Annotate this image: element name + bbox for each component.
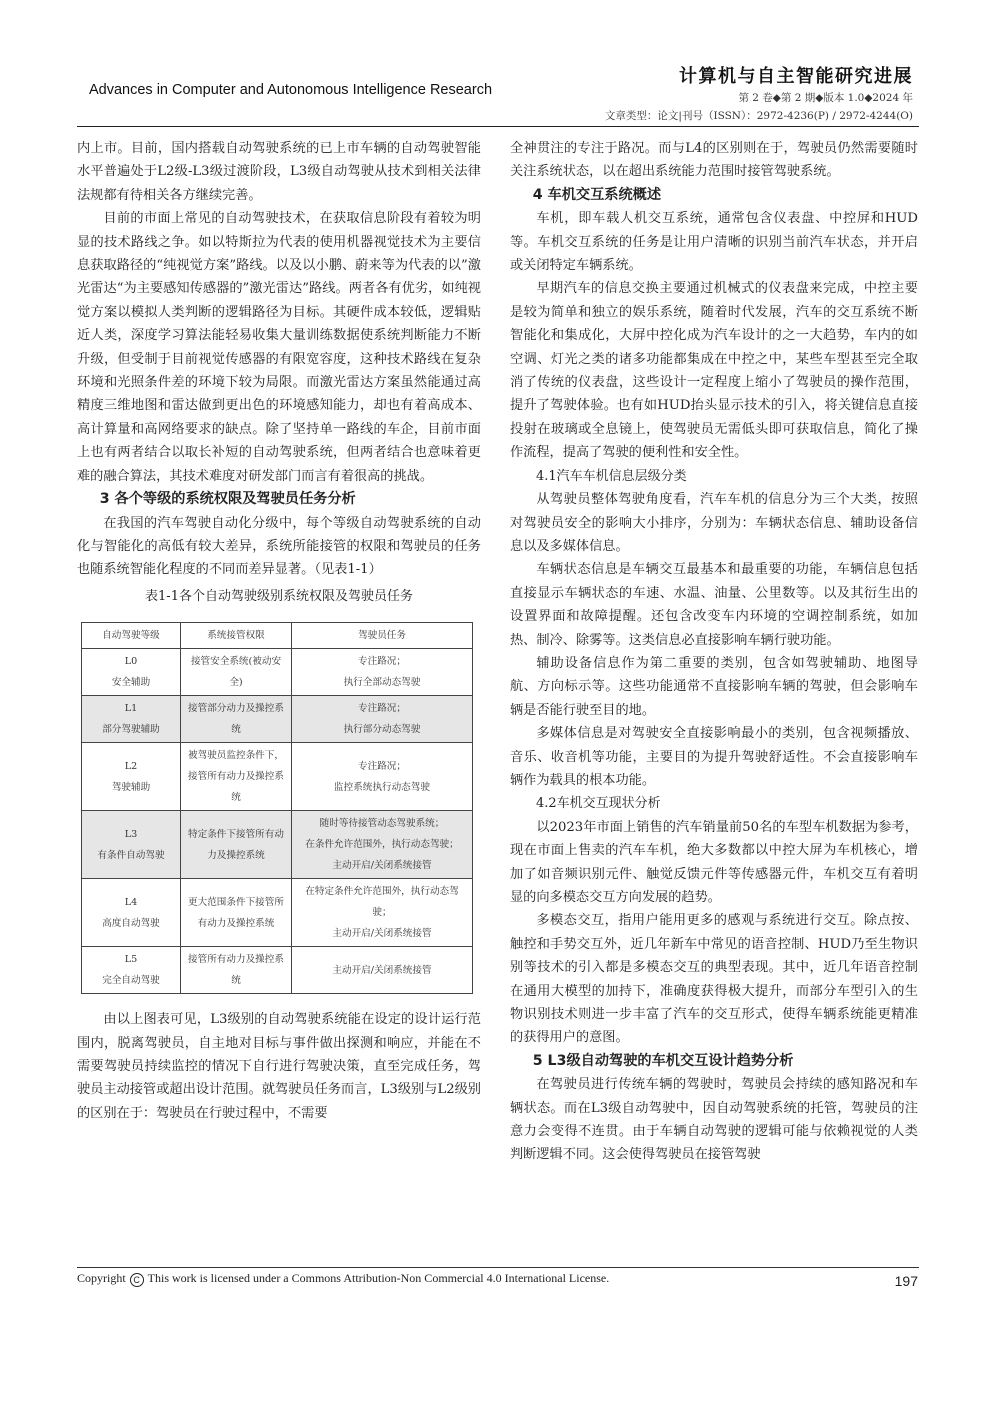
paragraph: 在我国的汽车驾驶自动化分级中，每个等级自动驾驶系统的自动化与智能化的高低有较大差异，系统所能接管的权限和驾驶员的任务也随系统智能化程度的不同而差异显著。（见表1-1） [77, 515, 481, 578]
level-name: 完全自动驾驶 [102, 975, 160, 987]
level-name: 高度自动驾驶 [102, 917, 160, 929]
driver-task: 监控系统执行动态驾驶 [334, 781, 430, 793]
level-cell [82, 649, 181, 696]
level-code: L4 [124, 896, 138, 908]
system-cell: 接管安全系统(被动安全) [181, 649, 292, 696]
paragraph: 内上市。目前，国内搭载自动驾驶系统的已上市车辆的自动驾驶智能水平普遍处于L2级-L3级过渡阶段，L3级自动驾驶从技术到相关法律法规都有待相关各方继续完善。 [77, 141, 481, 203]
driver-task: 主动开启/关闭系统接管 [332, 964, 432, 976]
level-cell [82, 879, 181, 947]
paragraph: 以2023年市面上销售的汽车销量前50名的车型车机数据为参考，现在市面上售卖的汽车车机，绝大多数都以中控大屏为车机核心，增加了如音频识别元件、触觉反馈元件等传感器元件，车机交互有着明显的向多模态交互方向发展的趋势。 [510, 819, 918, 905]
level-cell [82, 947, 181, 994]
driver-task: 专注路况； [358, 760, 406, 772]
table-row [82, 743, 473, 811]
journal-title-chinese: 计算机与自主智能研究进展 [679, 66, 913, 87]
driver-task: 主动开启/关闭系统接管 [332, 928, 432, 940]
table-row [82, 947, 473, 994]
license-text: This work is licensed under a Commons Attribution-Non Commercial 4.0 International License. [147, 1271, 610, 1285]
driver-task: 专注路况； [358, 656, 406, 668]
paragraph: 多模态交互，指用户能用更多的感观与系统进行交互。除点按、触控和手势交互外，近几年新车中常见的语音控制、HUD乃至生物识别等技术的引入都是多模态交互的典型表现。其中，近几年语音控制在通用大模型的加持下，准确度获得极大提升，而部分车型引入的生物识别技术则进一步丰富了汽车的交互形式，使得车辆系统能更精准的获得用户的意图。 [510, 913, 918, 1046]
table-header-cell: 自动驾驶等级 [82, 623, 181, 649]
automation-level-table [81, 622, 473, 994]
level-code: L3 [124, 828, 138, 840]
driver-cell [292, 947, 473, 994]
level-code: L5 [124, 954, 138, 966]
page-header [77, 60, 919, 128]
driver-task: 在条件允许范围外，执行动态驾驶； [305, 839, 459, 851]
section-heading-5: 5 L3级自动驾驶的车机交互设计趋势分析 [532, 1052, 794, 1069]
paragraph: 辅助设备信息作为第二重要的类别，包含如驾驶辅助、地图导航、方向标示等。这些功能通常不直接影响车辆的驾驶，但会影响车辆是否能行驶至目的地。 [510, 655, 918, 718]
driver-cell [292, 743, 473, 811]
level-cell [82, 743, 181, 811]
system-cell: 特定条件下接管所有动力及操控系统 [181, 811, 292, 879]
system-cell: 接管所有动力及操控系统 [181, 947, 292, 994]
driver-cell [292, 649, 473, 696]
table-header-cell: 驾驶员任务 [292, 623, 473, 649]
article-type-issn: 文章类型：论文|刊号（ISSN）：2972-4236(P) / 2972-4244(O) [604, 110, 913, 122]
driver-task: 主动开启/关闭系统接管 [332, 860, 432, 872]
driver-cell [292, 879, 473, 947]
paragraph: 目前的市面上常见的自动驾驶技术，在获取信息阶段有着较为明显的技术路线之争。如以特斯拉为代表的使用机器视觉技术为主要信息获取路径的“纯视觉方案”路线。以及以小鹏、蔚来等为代表的以”激光雷达“为主要感知传感器的”激光雷达”路线。两者各有优劣，如纯视觉方案以模拟人类判断的逻辑路径为目标。其硬件成本较低，逻辑贴近人类，深度学习算法能轻易收集大量训练数据使系统判断能力不断升级，但受制于目前视觉传感器的有限宽容度，这种技术路线在复杂环境和光照条件差的环境下较为局限。而激光雷达方案虽然能通过高精度三维地图和雷达做到更出色的环境感知能力，却也有着高成本、高计算量和高网络要求的缺点。除了坚持单一路线的车企，目前市面上也有两者结合以取长补短的自动驾驶系统，但两者结合也意味着更难的融合算法，其技术难度对研发部门而言有着很高的挑战。 [77, 211, 481, 484]
table-row [82, 811, 473, 879]
table-row [82, 879, 473, 947]
paragraph: 由以上图表可见，L3级别的自动驾驶系统能在设定的设计运行范围内，脱离驾驶员，自主地对目标与事件做出探测和响应，并能在不需要驾驶员持续监控的情况下自行进行驾驶决策，直至完成任务，驾驶员主动接管或超出设计范围。就驾驶员任务而言，L3级别与L2级别的区别在于：驾驶员在行驶过程中，不需要 [77, 1012, 481, 1121]
level-name: 驾驶辅助 [111, 781, 151, 793]
table-row [82, 696, 473, 743]
page-number: 197 [894, 1273, 918, 1289]
left-column [77, 137, 481, 1125]
header-divider [77, 126, 919, 127]
driver-task: 专注路况； [358, 703, 406, 715]
creative-commons-icon: C [130, 1273, 144, 1287]
table-row [82, 649, 473, 696]
system-cell: 接管部分动力及操控系统 [181, 696, 292, 743]
section-heading-4: 4 车机交互系统概述 [532, 186, 662, 203]
section-heading-3: 3 各个等级的系统权限及驾驶员任务分析 [99, 491, 356, 508]
issue-info: 第 2 卷◆第 2 期◆版本 1.0◆2024 年 [738, 92, 913, 104]
right-column [510, 137, 918, 1167]
table-caption: 表1-1各个自动驾驶级别系统权限及驾驶员任务 [145, 588, 413, 604]
driver-task: 在特定条件允许范围外，执行动态驾驶； [305, 886, 459, 919]
paragraph: 车机，即车载人机交互系统，通常包含仪表盘、中控屏和HUD等。车机交互系统的任务是让用户清晰的识别当前汽车状态，并开启或关闭特定车辆系统。 [510, 211, 918, 274]
level-name: 安全辅助 [111, 677, 151, 689]
level-name: 部分驾驶辅助 [102, 724, 160, 736]
driver-task: 执行全部动态驾驶 [343, 677, 421, 689]
paragraph: 从驾驶员整体驾驶角度看，汽车车机的信息分为三个大类，按照对驾驶员安全的影响大小排序，分别为：车辆状态信息、辅助设备信息以及多媒体信息。 [510, 492, 918, 554]
level-code: L1 [124, 703, 138, 715]
level-code: L0 [124, 656, 138, 668]
table-header-row [82, 623, 473, 649]
driver-cell [292, 811, 473, 879]
level-cell [82, 696, 181, 743]
driver-cell [292, 696, 473, 743]
paragraph: 车辆状态信息是车辆交互最基本和最重要的功能，车辆信息包括直接显示车辆状态的车速、水温、油量、公里数等。以及其衍生出的设置界面和故障提醒。还包含改变车内环境的空调控制系统，如加热、制冷、除雾等。这类信息必直接影响车辆行驶功能。 [510, 562, 918, 648]
system-cell: 更大范围条件下接管所有动力及操控系统 [181, 879, 292, 947]
driver-task: 执行部分动态驾驶 [343, 724, 421, 736]
system-cell: 被驾驶员监控条件下，接管所有动力及操控系统 [181, 743, 292, 811]
copyright-notice [77, 1271, 609, 1287]
driver-task: 随时等待接管动态驾驶系统； [319, 818, 445, 830]
footer-divider [77, 1267, 919, 1268]
journal-title-english: Advances in Computer and Autonomous Intelligence Research [89, 82, 493, 98]
paragraph: 在驾驶员进行传统车辆的驾驶时，驾驶员会持续的感知路况和车辆状态。而在L3级自动驾驶中，因自动驾驶系统的托管，驾驶员的注意力会变得不连贯。由于车辆自动驾驶的逻辑可能与依赖视觉的人类判断逻辑不同。这会使得驾驶员在接管驾驶 [510, 1077, 918, 1163]
level-code: L2 [124, 760, 138, 772]
paragraph: 早期汽车的信息交换主要通过机械式的仪表盘来完成，中控主要是较为简单和独立的娱乐系统，随着时代发展，汽车的交互系统不断智能化和集成化，大屏中控化成为汽车设计的之一大趋势，车内的如空调、灯光之类的诸多功能都集成在中控之中，某些车型甚至完全取消了传统的仪表盘，这些设计一定程度上缩小了驾驶员的操作范围，提升了驾驶体验。也有如HUD抬头显示技术的引入，将关键信息直接投射在玻璃或全息镜上，使驾驶员无需低头即可获取信息，简化了操作流程，提高了驾驶的便利性和安全性。 [510, 281, 918, 461]
subsection-heading-4-2: 4.2车机交互现状分析 [536, 796, 661, 812]
table-header-cell: 系统接管权限 [181, 623, 292, 649]
paragraph: 全神贯注的专注于路况。而与L4的区别则在于，驾驶员仍然需要随时关注系统状态，以在超出系统能力范围时接管驾驶系统。 [510, 141, 918, 180]
paragraph: 多媒体信息是对驾驶安全直接影响最小的类别，包含视频播放、音乐、收音机等功能，主要目的为提升驾驶舒适性。不会直接影响车辆作为载具的根本功能。 [510, 726, 918, 788]
level-name: 有条件自动驾驶 [97, 849, 165, 861]
level-cell [82, 811, 181, 879]
copyright-label: Copyright [77, 1271, 126, 1285]
subsection-heading-4-1: 4.1汽车车机信息层级分类 [536, 468, 687, 484]
